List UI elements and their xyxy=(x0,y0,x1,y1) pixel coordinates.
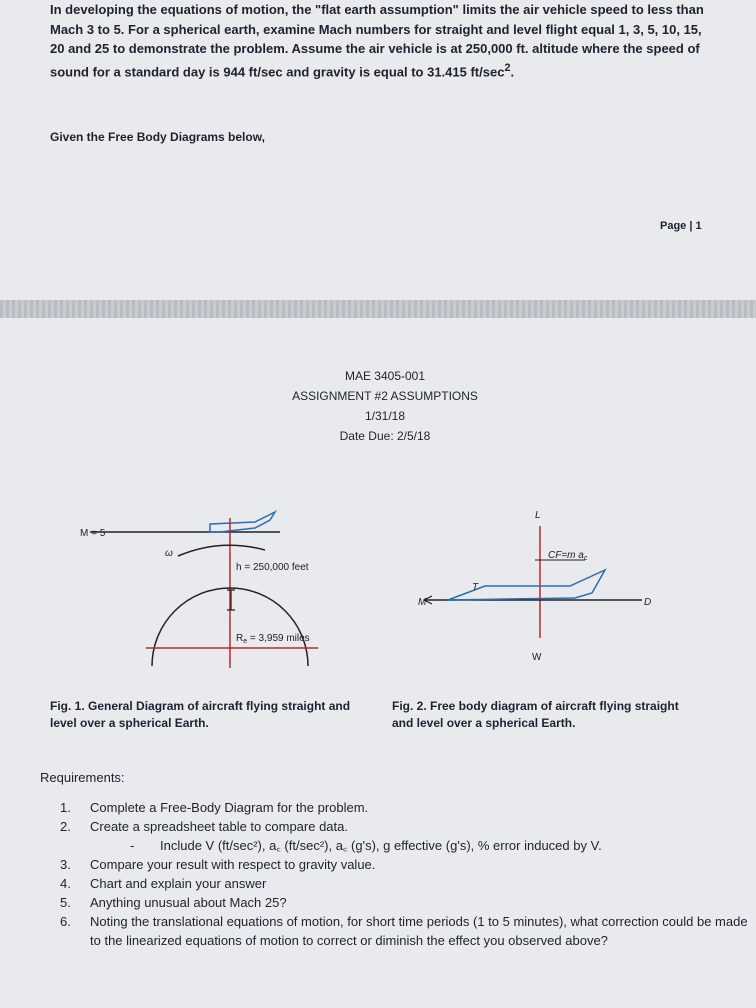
lift-label: L xyxy=(535,510,541,521)
cursor-icon xyxy=(227,590,235,610)
figure-1-diagram xyxy=(60,498,320,668)
assignment-date: 1/31/18 xyxy=(364,409,406,423)
requirement-item: 6. Noting the translational equations of motion, for short time periods (1 to 5 minutes), what correction could be made to the linearized equations of motion to correct or diminish the effect you observed above? xyxy=(60,914,748,948)
due-date: Date Due: 2/5/18 xyxy=(339,429,431,443)
figure-2-caption: Fig. 2. Free body diagram of aircraft flying straight and level over a spherical Earth. xyxy=(392,699,679,730)
exponent: 2 xyxy=(504,61,511,74)
requirement-item: 3. Compare your result with respect to gravity value. xyxy=(60,857,376,872)
aircraft-icon xyxy=(210,512,275,532)
weight-label: W xyxy=(532,652,542,663)
page-separator xyxy=(0,300,756,318)
cf-label: CF=m $a_c$ xyxy=(548,550,588,562)
mach-label: M = 5 xyxy=(80,528,106,539)
page-2 xyxy=(0,318,756,1008)
requirement-item: 1. Complete a Free-Body Diagram for the problem. xyxy=(60,800,369,815)
drag-label: D xyxy=(644,597,652,608)
requirement-item: 4. Chart and explain your answer xyxy=(60,876,267,891)
requirement-item: 2. Create a spreadsheet table to compare data. xyxy=(60,819,348,834)
thrust-label: T xyxy=(472,582,479,593)
given-text: Given the Free Body Diagrams below, xyxy=(50,130,265,144)
omega-label: ω xyxy=(165,548,173,559)
problem-text-end: . xyxy=(510,63,515,79)
m-label: M xyxy=(418,597,427,608)
rotation-arrow xyxy=(178,545,265,556)
course-number: MAE 3405-001 xyxy=(344,369,426,383)
assignment-header xyxy=(250,366,520,446)
requirements-title: Requirements: xyxy=(40,770,125,785)
requirement-item: 5. Anything unusual about Mach 25? xyxy=(60,895,287,910)
radius-label: $R_e = 3,959$ miles xyxy=(236,633,310,645)
altitude-label: h = 250,000 feet xyxy=(236,562,309,573)
requirements-list xyxy=(60,798,750,950)
problem-statement xyxy=(50,0,710,81)
page-1 xyxy=(0,0,756,300)
page-number: Page | 1 xyxy=(660,220,702,232)
figure-2-diagram xyxy=(380,498,652,668)
problem-text: In developing the equations of motion, the "flat earth assumption" limits the air vehicle speed to less than Mach 3 to 5. For a spherical earth, examine Mach numbers for straight and level flight equal 1, 3, 5, 10, 15, 20 and 25 to demonstrate the problem. Assume the air vehicle is at 250,000 ft. altitude where the speed of sound for a standard day is 944 ft/sec and gravity is equal to 31.415 ft/sec xyxy=(50,2,704,79)
figure-1-caption: Fig. 1. General Diagram of aircraft flying straight and level over a spherical Earth. xyxy=(50,699,351,730)
requirement-subitem: - Include V (ft/sec²), a꜀ (ft/sec²), a꜀ (g's), g effective (g's), % error induced by V. xyxy=(130,838,602,853)
assignment-title: ASSIGNMENT #2 ASSUMPTIONS xyxy=(292,389,478,403)
